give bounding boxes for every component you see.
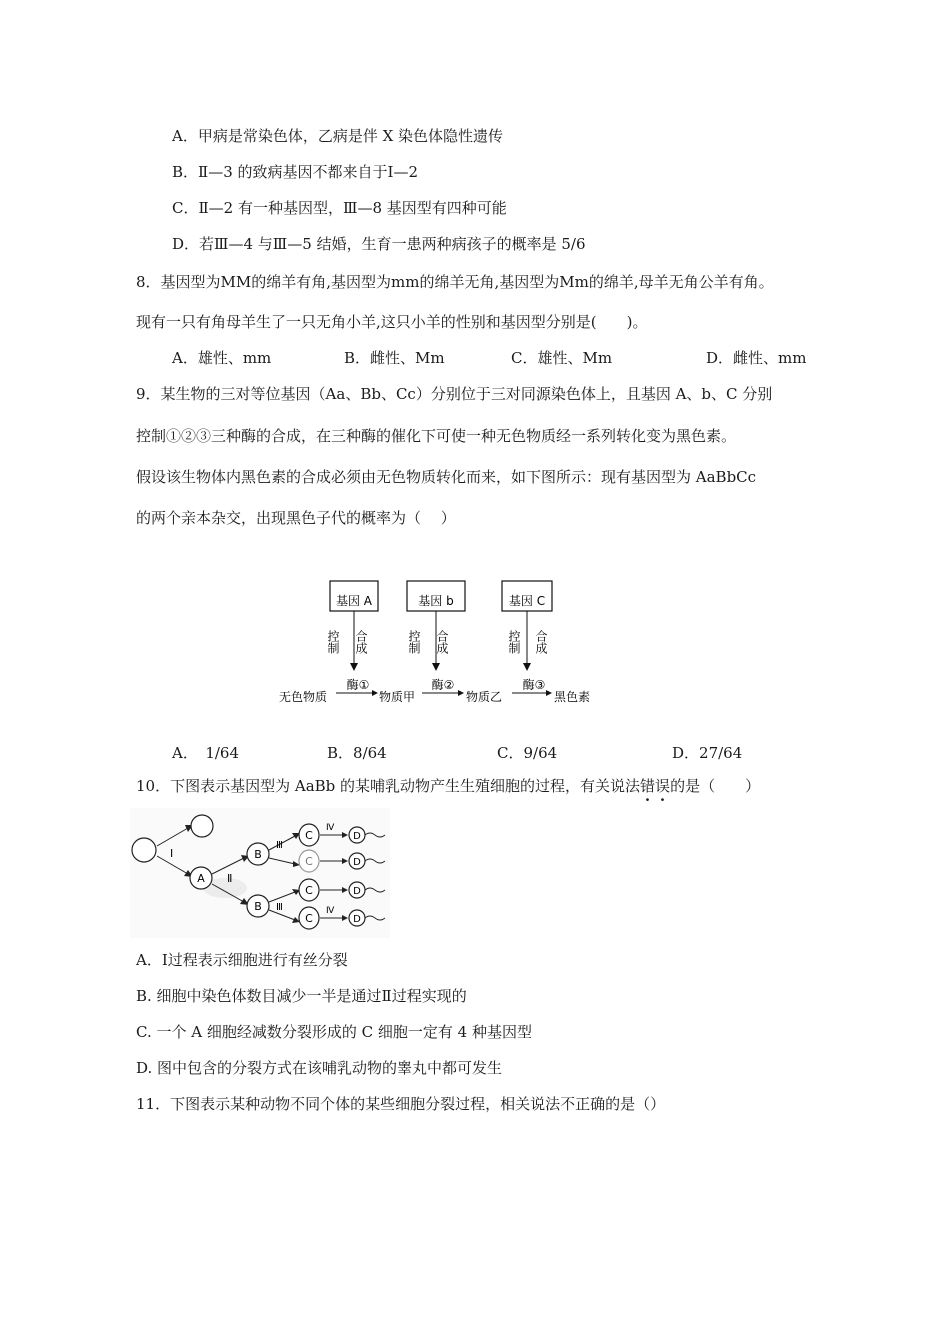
cell-b-1-label: B xyxy=(254,848,262,861)
q9-stem-line3: 假设该生物体内黑色素的合成必须由无色物质转化而来，如下图所示：现有基因型为 AaBbCc xyxy=(136,468,757,486)
enzyme-3-label: 酶③ xyxy=(522,678,546,692)
q7-option-b: B．Ⅱ—3 的致病基因不都来自于Ⅰ—2 xyxy=(172,163,418,181)
control-label-1: 控制 xyxy=(326,630,340,654)
q9-option-c: C．9/64 xyxy=(497,744,558,762)
parent-cell xyxy=(132,838,156,862)
synth-label-1: 合成 xyxy=(354,630,368,654)
q9-stem-line1: 9．某生物的三对等位基因（Aa、Bb、Cc）分别位于三对同源染色体上，且基因 A、b、C 分别 xyxy=(136,385,773,403)
stage-iv-label-2: Ⅳ xyxy=(326,906,335,916)
gene-a-label: 基因 A xyxy=(335,594,373,608)
cell-c-3-label: C xyxy=(305,884,313,897)
substance-melanin: 黑色素 xyxy=(554,690,591,704)
cell-d-4-label: D xyxy=(353,914,361,925)
substance-colorless: 无色物质 xyxy=(279,690,328,704)
q9-option-a: A． 1/64 xyxy=(172,744,240,762)
q8-option-c: C．雄性、Mm xyxy=(511,349,613,367)
cell-c-2-label: C xyxy=(305,855,313,868)
substance-a: 物质甲 xyxy=(379,690,416,704)
synth-label-2: 合成 xyxy=(435,630,449,654)
q7-option-a: A．甲病是常染色体，乙病是伴 X 染色体隐性遗传 xyxy=(172,127,504,145)
q10-option-a: A．Ⅰ过程表示细胞进行有丝分裂 xyxy=(136,951,348,969)
q10-option-d: D. 图中包含的分裂方式在该哺乳动物的睾丸中都可发生 xyxy=(136,1059,503,1077)
cell-b-2-label: B xyxy=(254,900,262,913)
enzyme-1-label: 酶① xyxy=(346,678,370,692)
cell-c-4-label: C xyxy=(305,912,313,925)
synth-label-3: 合成 xyxy=(534,630,548,654)
q7-option-c: C．Ⅱ—2 有一种基因型，Ⅲ—8 基因型有四种可能 xyxy=(172,199,507,217)
gene-c-label: 基因 C xyxy=(508,594,546,608)
q9-stem-line2: 控制①②③三种酶的合成，在三种酶的催化下可使一种无色物质经一系列转化变为黑色素。 xyxy=(136,427,737,445)
stage-iii-label-2: Ⅲ xyxy=(276,902,283,913)
cell-d-3-label: D xyxy=(353,886,361,897)
q10-stem-post: 的是（ ） xyxy=(670,777,761,795)
stage-i-label: Ⅰ xyxy=(170,847,174,860)
q8-option-b: B．雌性、Mm xyxy=(344,349,445,367)
cell-d-2-label: D xyxy=(353,857,361,868)
meiosis-diagram xyxy=(130,808,390,938)
control-label-2: 控制 xyxy=(407,630,421,654)
gene-b-label: 基因 b xyxy=(418,594,454,608)
q9-stem-line4: 的两个亲本杂交，出现黑色子代的概率为（ ） xyxy=(136,509,456,527)
q8-stem-line1: 8．基因型为MM的绵羊有角,基因型为mm的绵羊无角,基因型为Mm的绵羊,母羊无角公羊有角。 xyxy=(136,273,774,291)
q10-option-c: C. 一个 A 细胞经减数分裂形成的 C 细胞一定有 4 种基因型 xyxy=(136,1023,532,1041)
q9-option-b: B．8/64 xyxy=(327,744,387,762)
q7-option-d: D．若Ⅲ—4 与Ⅲ—5 结婚，生育一患两种病孩子的概率是 5/6 xyxy=(172,235,586,253)
q10-stem-emphasis-2: 误 xyxy=(655,777,671,795)
q10-option-b: B. 细胞中染色体数目减少一半是通过Ⅱ过程实现的 xyxy=(136,987,467,1005)
q11-stem: 11．下图表示某种动物不同个体的某些细胞分裂过程，相关说法不正确的是（） xyxy=(136,1095,666,1113)
q8-stem-line2: 现有一只有角母羊生了一只无角小羊,这只小羊的性别和基因型分别是( )。 xyxy=(136,313,648,331)
stage-ii-label: Ⅱ xyxy=(227,872,233,885)
q8-option-d: D．雌性、mm xyxy=(706,349,807,367)
substance-b: 物质乙 xyxy=(466,690,503,704)
pigment-pathway-diagram xyxy=(270,575,620,715)
cell-a-label: A xyxy=(197,872,205,885)
q9-option-d: D．27/64 xyxy=(672,744,743,762)
control-label-3: 控制 xyxy=(507,630,521,654)
cell-c-1-label: C xyxy=(305,829,313,842)
daughter-cell-top xyxy=(191,815,213,837)
cell-d-1-label: D xyxy=(353,831,361,842)
q10-stem-pre: 10．下图表示基因型为 AaBb 的某哺乳动物产生生殖细胞的过程，有关说法 xyxy=(136,777,641,795)
stage-iii-label-1: Ⅲ xyxy=(276,840,283,851)
enzyme-2-label: 酶② xyxy=(431,678,455,692)
stage-iv-label-1: Ⅳ xyxy=(326,823,335,833)
q10-stem xyxy=(136,776,760,796)
q8-option-a: A．雄性、mm xyxy=(172,349,272,367)
q10-stem-emphasis-1: 错 xyxy=(640,777,656,795)
